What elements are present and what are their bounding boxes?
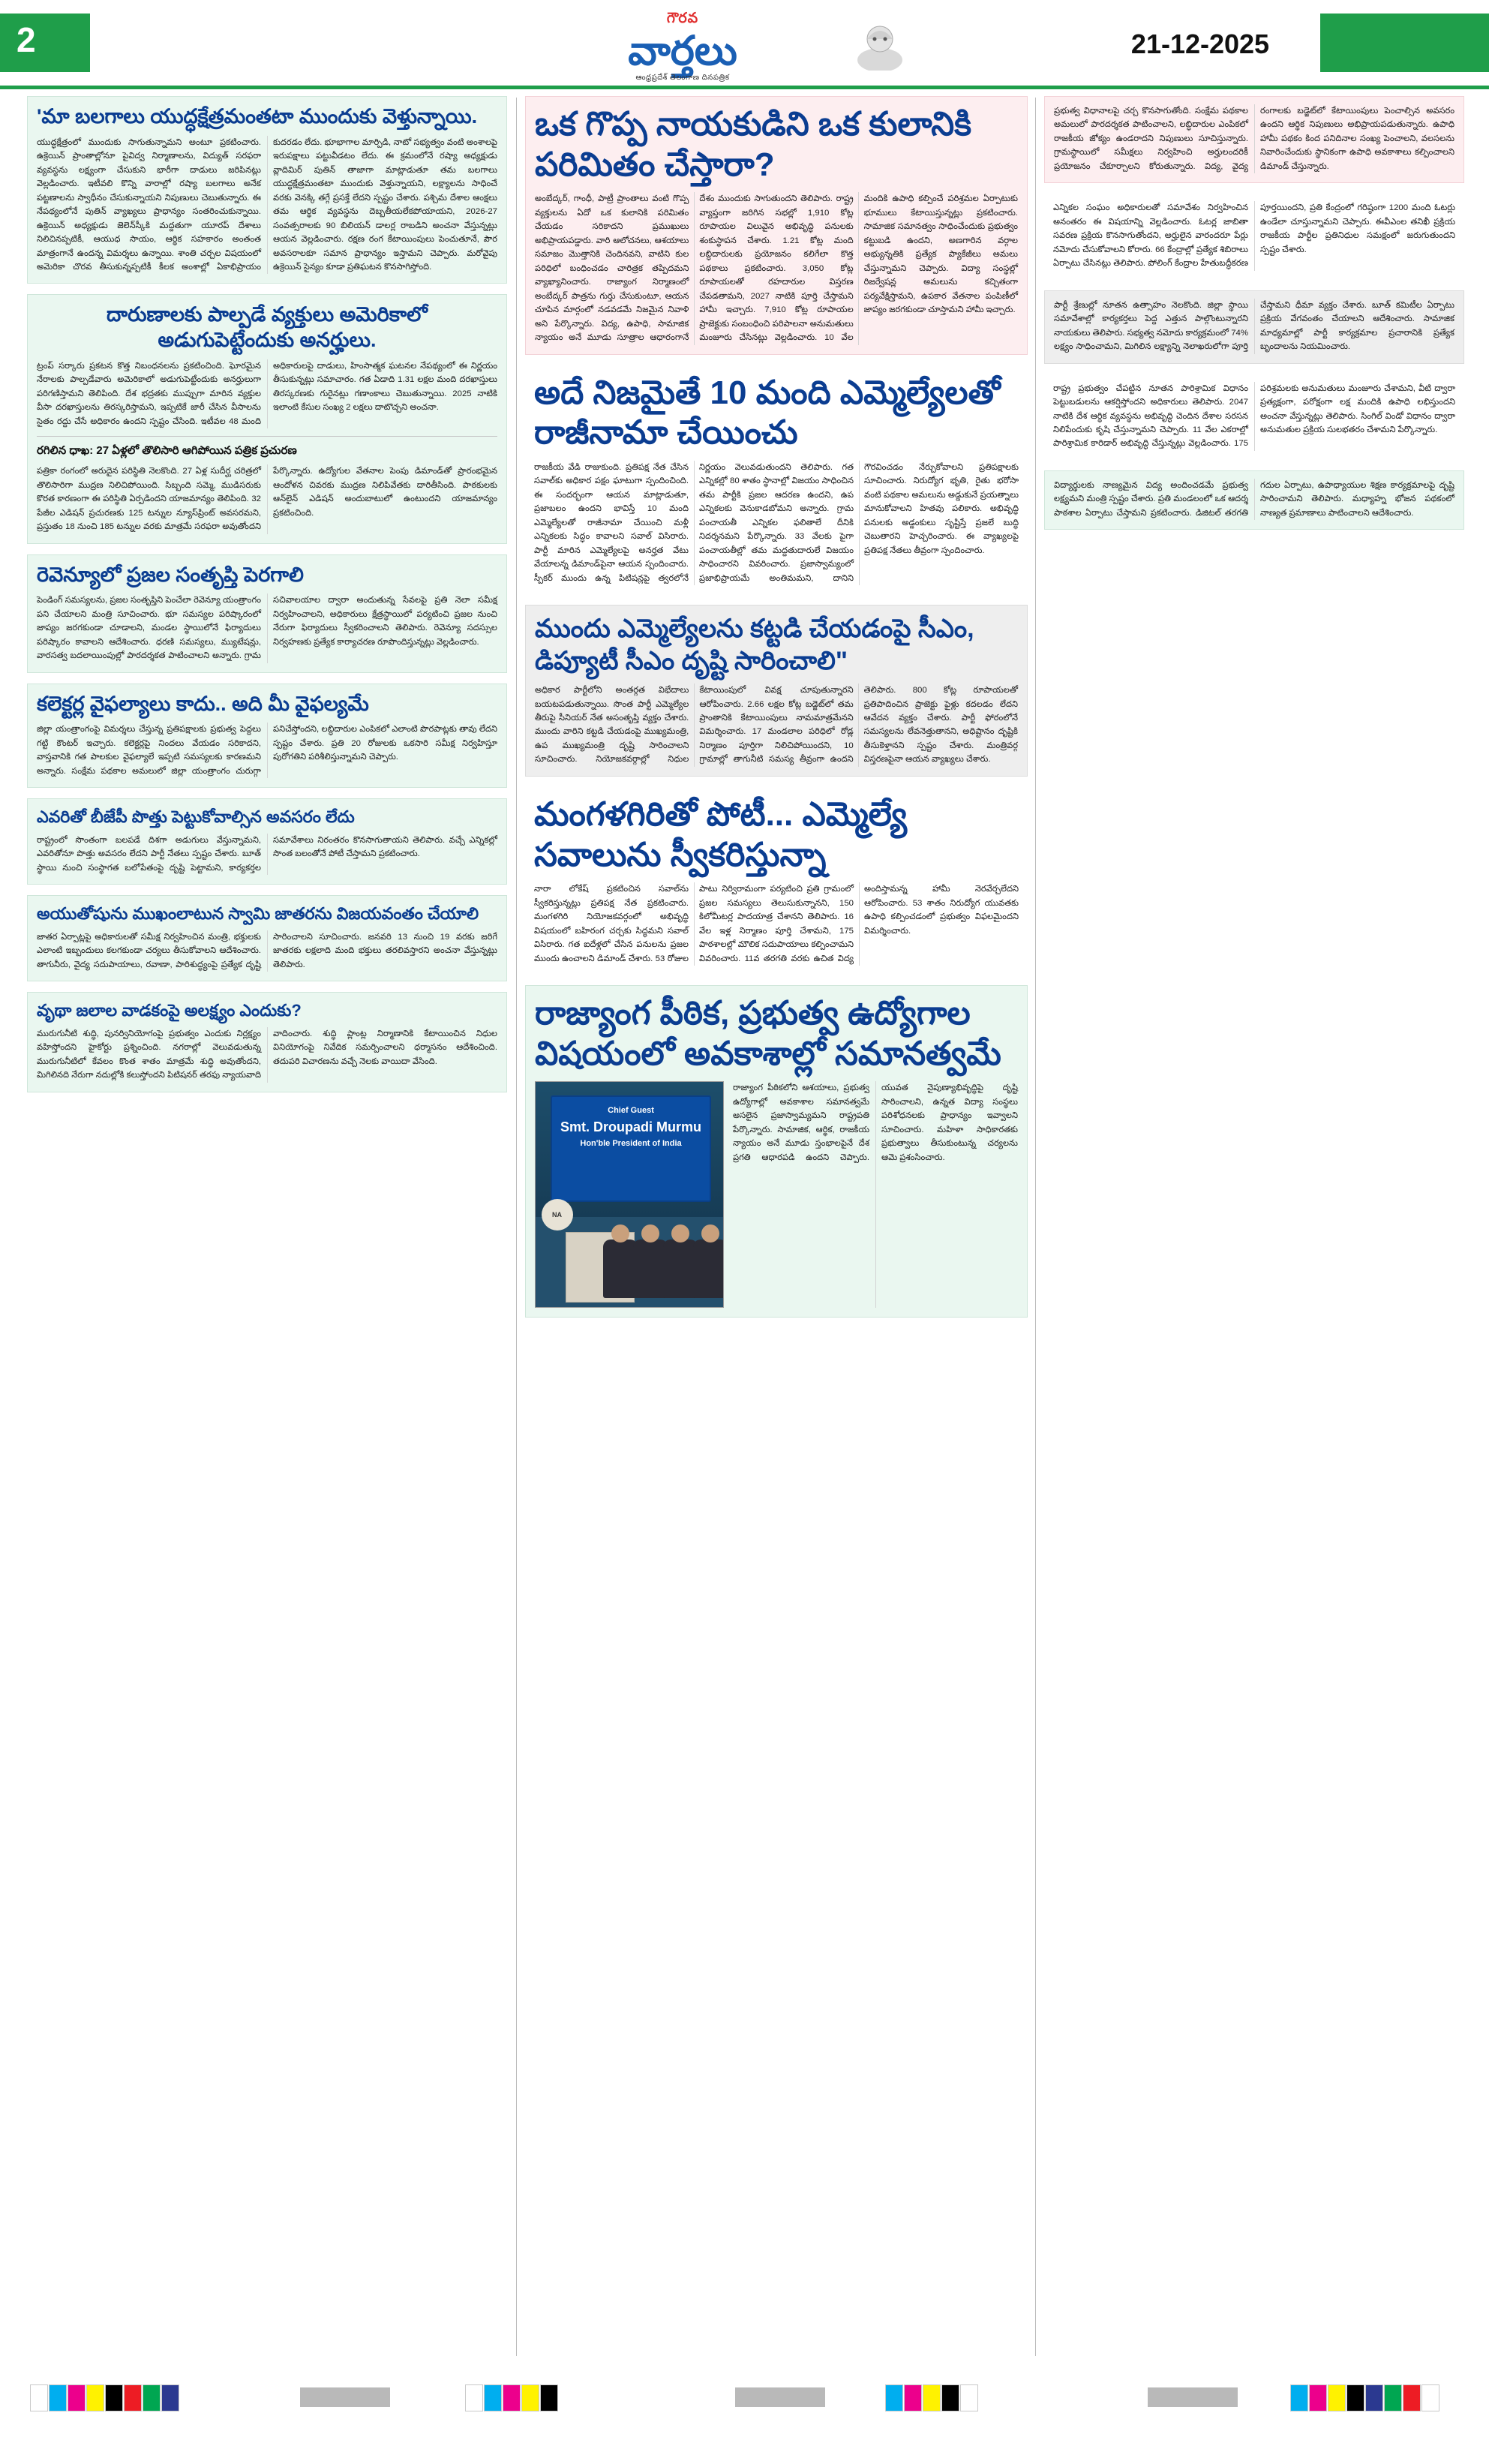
article-headline: ఒక గొప్ప నాయకుడిని ఒక కులానికి పరిమితం చేస్తారా? [535, 106, 972, 183]
photo-seal-icon: NA [542, 1199, 573, 1230]
article-mangalagiri-challenge [525, 787, 1028, 975]
article-body: మురుగునీటి శుద్ధి, పునర్వినియోగంపై ప్రభుత్వం ఎందుకు నిర్లక్ష్యం వహిస్తోందని హైకోర్టు ప్రశ్నించింది. నగరాల్లో వెలువడుతున్న మురుగునీటిలో కేవలం కొంత శాతం మాత్రమే శుద్ధి అవుతోందని, మిగిలినది నేరుగా నదుల్లోకి కలుస్తోందని పిటిషనర్ తరఫు న్యాయవాది వాదించారు. శుద్ధి ప్లాంట్ల నిర్మాణానికి కేటాయించిన నిధుల వినియోగంపై నివేదిక సమర్పించాలని ధర్మాసనం ఆదేశించింది. తదుపరి విచారణను వచ్చే నెలకు వాయిదా వేసింది. [37, 1029, 497, 1080]
article-leader-caste [525, 96, 1028, 355]
article-headline: ముందు ఎమ్మెల్యేలను కట్టడి చేయడంపై సీఎం, డిప్యూటీ సీఎం దృష్టి సారించాలి" [535, 614, 974, 675]
article-headline: దారుణాలకు పాల్పడే వ్యక్తులు అమెరికాలో అడుగుపెట్టేందుకు అనర్హులు. [107, 303, 428, 352]
article-headline: 'మా బలగాలు యుద్ధక్షేత్రమంతటా ముందుకు వెళ్తున్నాయి. [37, 105, 478, 128]
article-body: పెండింగ్ సమస్యలను, ప్రజల సంతృప్తిని పెంచేలా రెవెన్యూ యంత్రాంగం పని చేయాలని మంత్రి సూచించారు. భూ సమస్యల పరిష్కారంలో జాప్యం జరగకుండా చూడాలని, మండల స్థాయిలోనే ఫిర్యాదులు పరిష్కారం కావాలని ఆదేశించారు. ధరణి సమస్యలు, మ్యుటేషన్లు, వారసత్వ బదలాయింపుల్లో పారదర్శకత పాటించాలని అన్నారు. గ్రామ సచివాలయాల ద్వారా అందుతున్న సేవలపై ప్రతి నెలా సమీక్ష నిర్వహించాలని, అధికారులు క్షేత్రస్థాయిలో పర్యటించి ప్రజల నుంచి నేరుగా ఫిర్యాదులు స్వీకరించాలని తెలిపారు. రెవెన్యూ సదస్సుల నిర్వహణకు ప్రత్యేక కార్యాచరణ రూపొందిస్తున్నట్లు వెల్లడించారు. [37, 596, 497, 661]
issue-date: 21-12-2025 [1130, 29, 1270, 59]
article-mangalagiri-continued [1044, 374, 1464, 460]
article-resign-mlas-continued [1044, 194, 1464, 279]
masthead [0, 0, 1489, 89]
article-headline: అయుతోషును ముఖంలాటున స్వామి జాతరను విజయవంతం చేయాలి [37, 904, 479, 924]
article-body: జిల్లా యంత్రాంగంపై విమర్శలు చేస్తున్న ప్రతిపక్షాలకు ప్రభుత్వ పెద్దలు గట్టి కౌంటర్ ఇచ్చారు. కలెక్టర్లపై నిందలు వేయడం సరికాదని, వాస్తవానికి గత పాలకుల వైఫల్యాలే ఇప్పటి సమస్యలకు కారణమని అన్నారు. సంక్షేమ పథకాల అమలులో జిల్లా యంత్రాంగం చురుగ్గా పనిచేస్తోందని, లబ్ధిదారుల ఎంపికలో ఎలాంటి పొరపాట్లకు తావు లేదని స్పష్టం చేశారు. ప్రతి 20 రోజులకు ఒకసారి సమీక్ష నిర్వహిస్తూ పురోగతిని పరిశీలిస్తున్నామని చెప్పారు. [37, 725, 497, 776]
masthead-rule [0, 86, 1489, 89]
article-constitution-preamble [525, 985, 1028, 1318]
print-registration-bars [0, 2384, 1489, 2414]
photo-stage-banner [551, 1095, 711, 1202]
logo-kicker: గౌరవ [666, 11, 699, 26]
article-headline: కలెక్టర్ల వైఫల్యాలు కాదు.. అది మీ వైఫల్యమే [37, 692, 369, 715]
color-swatch-group [30, 2384, 180, 2410]
banner-guest-name: Smt. Droupadi Murmu [560, 1119, 701, 1134]
photo-person [693, 1240, 724, 1298]
article-body: యుద్ధక్షేత్రంలో ముందుకు సాగుతున్నామని అంటూ ప్రకటించారు. ఉక్రెయిన్ ప్రాంతాల్లోనూ పైవిద్వ నిర్మాణాలను, విద్యుత్ సరఫరా వ్యవస్థను లక్ష్యంగా చేసుకుని భారీగా దాడులు జరిపినట్లు వెల్లడించారు. ఇటీవలి కొన్ని వారాల్లో రష్యా బలగాలు అనేక పట్టణాలను స్వాధీనం చేసుకున్నాయని నిపుణులు చెబుతున్నారు. ఈ నేపథ్యంలోనే పుతిన్ వ్యాఖ్యలు ప్రాధాన్యం సంతరించుకున్నాయి. ఉక్రెయిన్ అధ్యక్షుడు జెలెన్‌స్కీకి మద్దతుగా యూరప్ దేశాలు నిలిచినప్పటికీ, ఆయుధ సాయం, ఆర్థిక సహకారం అంతంత మాత్రంగానే ఉందన్న విమర్శలు ఉన్నాయి. శాంతి చర్చల విషయంలో అమెరికా చొరవ తీసుకున్నప్పటికీ కీలక అంశాల్లో ఏకాభిప్రాయం కుదరడం లేదు. భూభాగాల మార్పిడి, నాటో సభ్యత్వం వంటి అంశాలపై ఇరుపక్షాలు పట్టువీడటం లేదు. ఈ క్రమంలోనే రష్యా అధ్యక్షుడు వ్లాదిమిర్ పుతిన్ తాజాగా మాట్లాడుతూ తమ బలగాలు యుద్ధక్షేత్రమంతటా ముందుకు వెళ్తున్నాయని, లక్ష్యాలను సాధించే వరకు వెనక్కి తగ్గే ప్రసక్తే లేదని స్పష్టం చేశారు. పశ్చిమ దేశాల ఆంక్షలు తమ ఆర్థిక వ్యవస్థను దెబ్బతీయలేకపోయాయని, 2026-27 సంవత్సరాలకు 90 బిలియన్ డాలర్ల రాబడిని అంచనా వేస్తున్నట్లు ఆయన వెల్లడించారు. రక్షణ రంగ కేటాయింపులు పెంచుతూనే, పౌర అవసరాలకూ సమాన ప్రాధాన్యం ఇస్తామని చెప్పారు. మరోవైపు ఉక్రెయిన్ సైన్యం కూడా ప్రతిఘటన కొనసాగిస్తోంది. [37, 137, 497, 272]
grey-registration-bar [300, 2387, 390, 2407]
article-body-continued: విద్యార్థులకు నాణ్యమైన విద్య అందించడమే ప్రభుత్వ లక్ష్యమని మంత్రి స్పష్టం చేశారు. ప్రతి మండలంలో ఒక ఆదర్శ పాఠశాల ఏర్పాటు చేస్తామని ప్రకటించారు. డిజిటల్ తరగతి గదుల ఏర్పాటు, ఉపాధ్యాయుల శిక్షణ కార్యక్రమాలపై దృష్టి సారించామని తెలిపారు. మధ్యాహ్న భోజన పథకంలో నాణ్యత ప్రమాణాలు పాటించాలని ఆదేశించారు. [1054, 480, 1454, 518]
column-center [525, 96, 1028, 1328]
color-swatch-group [885, 2384, 979, 2410]
grey-registration-bar [1148, 2387, 1238, 2407]
banner-chief-guest-label: Chief Guest [608, 1106, 654, 1116]
article-revenue-satisfaction [27, 554, 507, 673]
banner-guest-title: Hon'ble President of India [580, 1138, 682, 1148]
article-jatara [27, 895, 507, 981]
page-number: 2 [17, 20, 36, 59]
article-body: రాష్ట్రంలో సొంతంగా బలపడే దిశగా అడుగులు వేస్తున్నామని, ఎవరితోనూ పొత్తు అవసరం లేదని పార్టీ నేతలు స్పష్టం చేశారు. బూత్ స్థాయి నుంచి సంస్థాగత బలోపేతంపై దృష్టి పెట్టామని, కార్యకర్తల సమావేశాలు నిరంతరం కొనసాగుతాయని తెలిపారు. వచ్చే ఎన్నికల్లో సొంత బలంతోనే పోటీ చేస్తామని ప్రకటించారు. [37, 835, 497, 873]
article-headline: మంగళగిరితో పోటీ... ఎమ్మెల్యే సవాలును స్వీకరిస్తున్నా [534, 795, 907, 873]
article-control-mlas-continued [1044, 290, 1464, 364]
grey-registration-bar [735, 2387, 825, 2407]
article-subhead: రగిలిన ధాఖ: 27 ఏళ్లలో తొలిసారి ఆగిపోయిన పత్రిక ప్రచురణ [37, 444, 297, 458]
column-divider-1 [516, 98, 517, 2356]
portrait-emblem-icon [848, 17, 912, 71]
article-us-visa-rules [27, 294, 507, 543]
article-body: నారా లోకేష్ ప్రకటించిన సవాల్‌ను స్వీకరిస్తున్నట్లు ప్రతిపక్ష నేత ప్రకటించారు. మంగళగిరి నియోజకవర్గంలో అభివృద్ధి విషయంలో బహిరంగ చర్చకు సిద్ధమని సవాల్ విసిరారు. గత ఐదేళ్లలో చేసిన పనులను ప్రజల ముందు ఉంచాలని డిమాండ్ చేశారు. 53 రోజుల పాటు నిర్విరామంగా పర్యటించి ప్రతి గ్రామంలో ప్రజల సమస్యలు తెలుసుకున్నానని, 150 కిలోమీటర్ల పాదయాత్ర చేశానని తెలిపారు. 16 వేల ఇళ్ల నిర్మాణం పూర్తి చేశామని, 175 పాఠశాలల్లో మౌలిక సదుపాయాలు కల్పించామని వివరించారు. 11వ తరగతి వరకు ఉచిత విద్య అందిస్తామన్న హామీ నెరవేర్చలేదని ఆరోపించారు. 53 శాతం నిరుద్యోగ యువతకు ఉపాధి కల్పించడంలో ప్రభుత్వం విఫలమైందని విమర్శించారు. [534, 885, 1019, 963]
article-body: అధికార పార్టీలోని అంతర్గత విభేదాలు బయటపడుతున్నాయి. సొంత పార్టీ ఎమ్మెల్యేల తీరుపై సీనియర్ నేత అసంతృప్తి వ్యక్తం చేశారు. ముందు వారిని కట్టడి చేయడంపై ముఖ్యమంత్రి, ఉప ముఖ్యమంత్రి దృష్టి సారించాలని సూచించారు. నియోజకవర్గాల్లో నిధుల కేటాయింపులో వివక్ష చూపుతున్నారని ఆరోపించారు. 2.66 లక్షల కోట్ల బడ్జెట్‌లో తమ ప్రాంతానికి కేటాయింపులు నామమాత్రమేనని విమర్శించారు. 17 మండలాల పరిధిలో రోడ్ల నిర్మాణం పూర్తిగా నిలిచిపోయిందని, 10 గ్రామాల్లో తాగునీటి సమస్య తీవ్రంగా ఉందని తెలిపారు. 800 కోట్ల రూపాయలతో ప్రతిపాదించిన ప్రాజెక్టు ఫైళ్లు కదలడం లేదని ఆవేదన వ్యక్తం చేశారు. పార్టీ ఫోరంలోనే సమస్యలను లేవనెత్తుతానని, అధిష్టానం దృష్టికి తీసుకెళ్తానని స్పష్టం చేశారు. మంత్రివర్గ విస్తరణపైనా ఆయన వ్యాఖ్యలు చేశారు. [535, 686, 1018, 765]
article-body-continued: ఎన్నికల సంఘం అధికారులతో సమావేశం నిర్వహించిన అనంతరం ఈ విషయాన్ని వెల్లడించారు. ఓటర్ల జాబితా సవరణ ప్రక్రియ కొనసాగుతోందని, అర్హులైన వారందరూ పేర్లు నమోదు చేసుకోవాలని కోరారు. 66 కేంద్రాల్లో ప్రత్యేక శిబిరాలు ఏర్పాటు చేసినట్లు తెలిపారు. పోలింగ్ కేంద్రాల హేతుబద్ధీకరణ పూర్తయిందని, ప్రతి కేంద్రంలో గరిష్ఠంగా 1200 మంది ఓటర్లు ఉండేలా చూస్తున్నామని చెప్పారు. ఈవీఎంల తనిఖీ ప్రక్రియ రాజకీయ పార్టీల ప్రతినిధుల సమక్షంలో జరుగుతుందని స్పష్టం చేశారు. [1053, 203, 1455, 269]
article-control-mlas [525, 605, 1028, 777]
article-headline: రెవెన్యూలో ప్రజల సంతృప్తి పెరగాలి [37, 563, 304, 586]
column-right [1044, 96, 1464, 540]
article-preamble-continued [1044, 470, 1464, 530]
masthead-left-block [0, 14, 90, 72]
masthead-right-block [1320, 14, 1489, 72]
column-left [27, 96, 507, 1103]
article-wastewater [27, 992, 507, 1092]
article-headline: ఎవరితో బీజేపీ పొత్తు పెట్టుకోవాల్సిన అవసరం లేదు [37, 807, 355, 827]
article-body: రాజకీయ వేడి రాజుకుంది. ప్రతిపక్ష నేత చేసిన సవాల్‌కు అధికార పక్షం ఘాటుగా స్పందించింది. ఈ సందర్భంగా ఆయన మాట్లాడుతూ, ప్రజాబలం ఉందని భావిస్తే 10 మంది ఎమ్మెల్యేలతో రాజీనామా చేయించి మళ్లీ ఎన్నికలకు సిద్ధం కావాలని సవాల్ విసిరారు. పార్టీ మారిన ఎమ్మెల్యేలపై అనర్హత వేటు వేయాలన్న డిమాండ్‌పైనా ఆయన స్పందించారు. స్పీకర్ ముందు ఉన్న పిటిషన్లపై త్వరలోనే నిర్ణయం వెలువడుతుందని తెలిపారు. గత ఎన్నికల్లో 80 శాతం స్థానాల్లో విజయం సాధించిన తమ పార్టీకి ప్రజల ఆదరణ ఉందని, ఉప ఎన్నికలకు వెనుకాడబోమని అన్నారు. గ్రామ పంచాయతీ ఎన్నికల ఫలితాలే దీనికి నిదర్శనమని పేర్కొన్నారు. 33 వేలకు పైగా పంచాయతీల్లో తమ మద్దతుదారులే విజయం సాధించారని వివరించారు. ప్రజాస్వామ్యంలో ప్రజాభిప్రాయమే అంతిమమని, దానిని గౌరవించడం నేర్చుకోవాలని ప్రతిపక్షాలకు సూచించారు. నిరుద్యోగ భృతి, రైతు భరోసా వంటి పథకాల అమలును అడ్డుకునే ప్రయత్నాలు మానుకోవాలని హితవు పలికారు. అభివృద్ధి పనులకు అడ్డంకులు సృష్టిస్తే ప్రజలే బుద్ధి చెబుతారని హెచ్చరించారు. ఈ వ్యాఖ్యలపై ప్రతిపక్ష నేతలు తీవ్రంగా స్పందించారు. [534, 462, 1019, 583]
article-collector-failure [27, 684, 507, 789]
logo-subtitle: ఆంధ్రప్రదేశ్ తెలంగాణ దినపత్రిక [635, 73, 730, 82]
article-resign-mlas [525, 365, 1028, 595]
color-swatch-group [465, 2384, 559, 2410]
article-leader-caste-continued [1044, 96, 1464, 183]
article-body-continued: రాష్ట్ర ప్రభుత్వం చేపట్టిన నూతన పారిశ్రామిక విధానం పెట్టుబడులను ఆకర్షిస్తోందని అధికారులు తెలిపారు. 2047 నాటికి దేశ ఆర్థిక వ్యవస్థను అభివృద్ధి చెందిన దేశాల సరసన నిలిపేందుకు కృషి చేస్తున్నామని చెప్పారు. 11 వేల ఎకరాల్లో పారిశ్రామిక కారిడార్ అభివృద్ధి చేస్తున్నట్లు వెల్లడించారు. 175 పరిశ్రమలకు అనుమతులు మంజూరు చేశామని, వీటి ద్వారా ప్రత్యక్షంగా, పరోక్షంగా లక్ష మందికి ఉపాధి లభిస్తుందని అంచనా వేస్తున్నట్లు తెలిపారు. సింగిల్ విండో విధానం ద్వారా అనుమతుల ప్రక్రియ సులభతరం చేశామని పేర్కొన్నారు. [1053, 383, 1455, 449]
article-forces-advancing [27, 96, 507, 284]
article-body-continued: పార్టీ శ్రేణుల్లో నూతన ఉత్సాహం నెలకొంది. జిల్లా స్థాయి సమావేశాల్లో కార్యకర్తలు పెద్ద ఎత్తున పాల్గొంటున్నారని నాయకులు తెలిపారు. సభ్యత్వ నమోదు కార్యక్రమంలో 74% లక్ష్యం సాధించామని, మిగిలిన లక్ష్యాన్ని నెలాఖరులోగా పూర్తి చేస్తామని ధీమా వ్యక్తం చేశారు. బూత్ కమిటీల ఏర్పాటు ప్రక్రియ వేగవంతం చేయాలని ఆదేశించారు. సామాజిక మాధ్యమాల్లో పార్టీ కార్యక్రమాల ప్రచారానికి ప్రత్యేక బృందాలను నియమించారు. [1054, 300, 1454, 352]
column-divider-2 [1035, 98, 1036, 2356]
event-photograph [535, 1081, 724, 1308]
article-body: రాజ్యాంగ పీఠికలోని ఆశయాలు, ప్రభుత్వ ఉద్యోగాల్లో అవకాశాల సమానత్వమే అసలైన ప్రజాస్వామ్యమని రాష్ట్రపతి పేర్కొన్నారు. సామాజిక, ఆర్థిక, రాజకీయ న్యాయం అనే మూడు స్తంభాలపైనే దేశ ప్రగతి ఆధారపడి ఉందని చెప్పారు. యువత నైపుణ్యాభివృద్ధిపై దృష్టి సారించాలని, ఉన్నత విద్యా సంస్థలు పరిశోధనలకు ప్రాధాన్యం ఇవ్వాలని సూచించారు. మహిళా సాధికారతకు ప్రభుత్వాలు తీసుకుంటున్న చర్యలను ఆమె ప్రశంసించారు. [733, 1083, 1018, 1162]
color-swatch-group [1290, 2384, 1440, 2410]
article-bjp-alliance [27, 798, 507, 885]
article-body: జాతర ఏర్పాట్లపై అధికారులతో సమీక్ష నిర్వహించిన మంత్రి, భక్తులకు ఎలాంటి ఇబ్బందులు కలగకుండా చర్యలు తీసుకోవాలని ఆదేశించారు. తాగునీరు, వైద్య సదుపాయాలు, రవాణా, పారిశుద్ధ్యంపై ప్రత్యేక దృష్టి సారించాలని సూచించారు. జనవరి 13 నుంచి 19 వరకు జరిగే జాతరకు లక్షలాది మంది భక్తులు తరలివస్తారని అంచనా వేస్తున్నట్లు తెలిపారు. [37, 932, 497, 969]
article-body-secondary: పత్రికా రంగంలో అరుదైన పరిస్థితి నెలకొంది. 27 ఏళ్ల సుదీర్ఘ చరిత్రలో తొలిసారిగా ముద్రణ నిలిచిపోయింది. సిబ్బంది సమ్మె, ముడిసరుకు కొరత కారణంగా ఈ పరిస్థితి ఏర్పడిందని యాజమాన్యం తెలిపింది. 32 పేజీల ఎడిషన్ ప్రచురణకు 125 టన్నుల న్యూస్‌ప్రింట్ అవసరమని, ప్రస్తుతం 18 నుంచి 185 టన్నుల వరకు మాత్రమే సరఫరా అవుతోందని పేర్కొన్నారు. ఉద్యోగుల వేతనాల పెంపు డిమాండ్‌తో ప్రారంభమైన ఆందోళన చివరకు ముద్రణ నిలిపివేతకు దారితీసింది. పాఠకులకు ఆన్‌లైన్ ఎడిషన్ అందుబాటులో ఉంటుందని యాజమాన్యం ప్రకటించింది. [37, 467, 497, 532]
article-headline: రాజ్యాంగ పీఠిక, ప్రభుత్వ ఉద్యోగాల విషయంలో అవకాశాల్లో సమానత్వమే [535, 995, 1001, 1072]
article-body: ట్రంప్ సర్కారు ప్రకటన కొత్త నిబంధనలను ప్రకటించింది. ఘోరమైన నేరాలకు పాల్పడేవారు అమెరికాలో అడుగుపెట్టేందుకు అనర్హులుగా పరిగణిస్తామని తెలిపింది. దేశ భద్రతకు ముప్పుగా మారిన వ్యక్తుల వీసా దరఖాస్తులను తిరస్కరిస్తామని, ఇప్పటికే జారీ చేసిన వీసాలను సైతం రద్దు చేసే అధికారం ఉందని స్పష్టం చేసింది. ఇటీవల 48 మంది అధికారులపై దాడులు, హింసాత్మక ఘటనల నేపథ్యంలో ఈ నిర్ణయం తీసుకున్నట్లు సమాచారం. గత ఏడాది 1.31 లక్షల మంది దరఖాస్తులు తిరస్కరణకు గురైనట్లు గణాంకాలు చెబుతున్నాయి. 2025 నాటికి ఇలాంటి కేసుల సంఖ్య 2 లక్షలు దాటొచ్చని అంచనా. [37, 361, 497, 426]
article-headline: అదే నిజమైతే 10 మంది ఎమ్మెల్యేలతో రాజీనామా చేయించు [534, 374, 1001, 452]
newspaper-logo [525, 11, 840, 83]
logo-title: వార్తలు [628, 29, 737, 74]
article-headline: వృథా జలాల వాడకంపై అలక్ష్యం ఎందుకు? [37, 1001, 302, 1020]
article-body: అంబేద్కర్, గాంధీ, పాట్రీ ప్రాంతాలు వంటి గొప్ప వ్యక్తులను ఏదో ఒక కులానికి పరిమితం చేయడం సరికాదని ప్రముఖులు అభిప్రాయపడ్డారు. వారి ఆలోచనలు, ఆశయాలు సమాజం మొత్తానికి చెందినవని, వాటిని కుల పరిధిలో బంధించడం చారిత్రక తప్పిదమని వ్యాఖ్యానించారు. రాజ్యాంగ నిర్మాణంలో అంబేద్కర్ పాత్రను గుర్తు చేసుకుంటూ, ఆయన చూపిన మార్గంలో నడవడమే నిజమైన నివాళి అని పేర్కొన్నారు. విద్య, ఉపాధి, సామాజిక న్యాయం అనే మూడు సూత్రాల ఆధారంగానే దేశం ముందుకు సాగుతుందని తెలిపారు. రాష్ట్ర వ్యాప్తంగా జరిగిన సభల్లో 1,910 కోట్ల రూపాయల విలువైన అభివృద్ధి పనులకు శంకుస్థాపన చేశారు. 1.21 కోట్ల మంది లబ్ధిదారులకు ప్రయోజనం కలిగేలా కొత్త పథకాలు ప్రకటించారు. 3,050 కోట్ల రూపాయలతో రహదారుల విస్తరణ చేపడతామని, 2027 నాటికి పూర్తి చేస్తామని హామీ ఇచ్చారు. 7,910 కోట్ల రూపాయల ప్రాజెక్టుకు సంబంధించి పరిపాలనా అనుమతులు మంజూరు చేసినట్లు వెల్లడించారు. 10 వేల మందికి ఉపాధి కల్పించే పరిశ్రమల ఏర్పాటుకు భూములు కేటాయిస్తున్నట్లు ప్రకటించారు. సామాజిక సమానత్వం సాధించేందుకు ప్రభుత్వం కట్టుబడి ఉందని, అణగారిన వర్గాల అభ్యున్నతికి ప్రత్యేక ప్యాకేజీలు అమలు చేస్తున్నామని చెప్పారు. విద్యా సంస్థల్లో రిజర్వేషన్ల అమలును కచ్చితంగా పర్యవేక్షిస్తామని, ఉపకార వేతనాల పంపిణీలో జాప్యం జరగకుండా చూస్తామని హామీ ఇచ్చారు. [535, 194, 1018, 343]
article-body-continued: ప్రభుత్వ విధానాలపై చర్చ కొనసాగుతోంది. సంక్షేమ పథకాల అమలులో పారదర్శకత పాటించాలని, లబ్ధిదారుల ఎంపికలో రాజకీయ జోక్యం ఉండరాదని నిపుణులు సూచిస్తున్నారు. గ్రామస్థాయిలో సమీక్షలు నిర్వహించి అర్హులందరికీ ప్రయోజనం చేకూర్చాలని కోరుతున్నారు. విద్య, వైద్య రంగాలకు బడ్జెట్‌లో కేటాయింపులు పెంచాల్సిన అవసరం ఉందని ఆర్థిక నిపుణులు అభిప్రాయపడుతున్నారు. ఉపాధి హామీ పథకం కింద పనిదినాల సంఖ్య పెంచాలని, వలసలను నివారించేందుకు స్థానికంగా ఉపాధి అవకాశాలు కల్పించాలని డిమాండ్ చేస్తున్నారు. [1054, 107, 1454, 171]
